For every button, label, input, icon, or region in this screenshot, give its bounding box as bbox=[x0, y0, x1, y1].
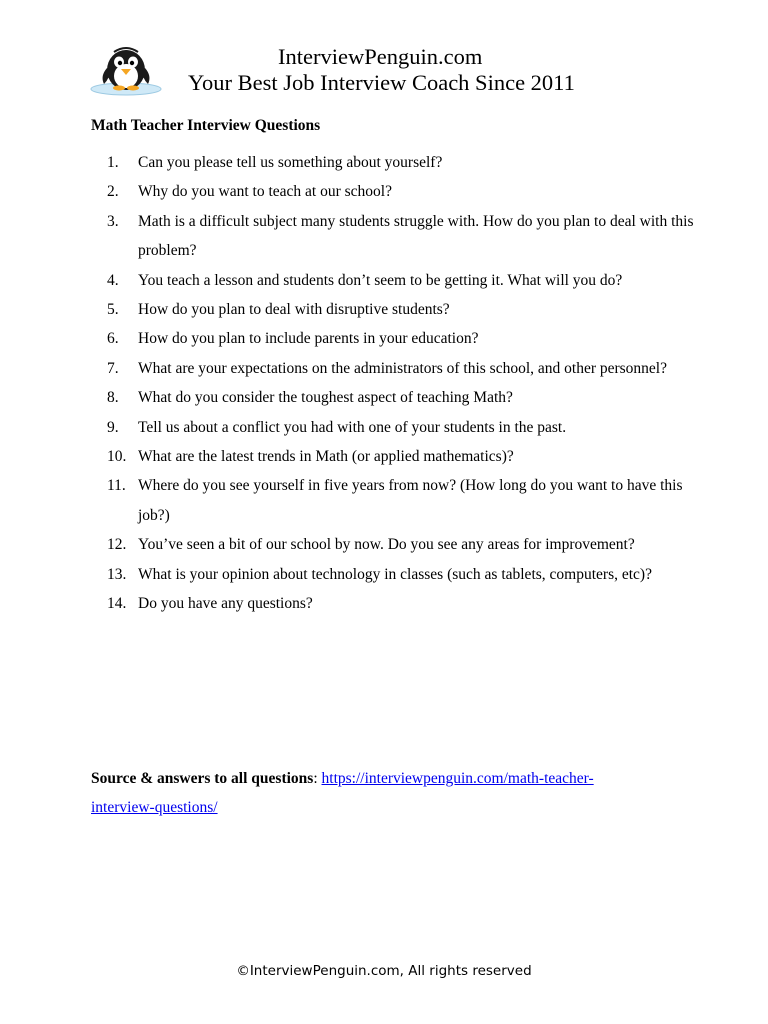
question-item bbox=[107, 589, 697, 618]
site-tagline: Your Best Job Interview Coach Since 2011 bbox=[188, 70, 575, 95]
question-number: 13. bbox=[107, 565, 127, 583]
question-number: 10. bbox=[107, 448, 127, 466]
question-text: Why do you want to teach at our school? bbox=[138, 183, 392, 201]
question-number: 11. bbox=[107, 477, 126, 495]
question-text: Tell us about a conflict you had with one of your students in the past. bbox=[138, 418, 567, 436]
question-text: What are the latest trends in Math (or applied mathematics)? bbox=[138, 448, 514, 466]
page-footer: ©InterviewPenguin.com, All rights reserved bbox=[236, 963, 532, 979]
question-item bbox=[107, 383, 697, 412]
question-number: 2. bbox=[107, 183, 119, 201]
question-number: 7. bbox=[107, 359, 119, 377]
source-label: Source & answers to all questions bbox=[91, 770, 314, 787]
question-text: Do you have any questions? bbox=[138, 595, 313, 613]
question-text: What do you consider the toughest aspect of teaching Math? bbox=[138, 389, 513, 407]
question-number: 14. bbox=[107, 595, 127, 613]
question-item bbox=[107, 442, 697, 471]
question-item bbox=[107, 148, 697, 177]
page-header bbox=[88, 40, 688, 104]
penguin-logo-icon bbox=[88, 40, 164, 96]
site-title bbox=[188, 44, 688, 96]
question-text: What is your opinion about technology in classes (such as tablets, computers, etc)? bbox=[138, 565, 652, 583]
question-item bbox=[107, 295, 697, 324]
question-item bbox=[107, 324, 697, 353]
question-item bbox=[107, 471, 697, 530]
question-number: 4. bbox=[107, 271, 119, 289]
question-number: 9. bbox=[107, 418, 119, 436]
question-item bbox=[107, 207, 697, 266]
question-text: What are your expectations on the administrators of this school, and other personnel? bbox=[138, 359, 667, 377]
question-text: You’ve seen a bit of our school by now. Do you see any areas for improvement? bbox=[138, 536, 635, 554]
question-item bbox=[107, 413, 697, 442]
question-item bbox=[107, 177, 697, 206]
question-number: 6. bbox=[107, 330, 119, 348]
question-text: Can you please tell us something about yourself? bbox=[138, 154, 443, 171]
question-number: 1. bbox=[107, 154, 119, 171]
question-item bbox=[107, 560, 697, 589]
question-item bbox=[107, 530, 697, 559]
question-text: Where do you see yourself in five years from now? (How long do you want to have this job?) bbox=[138, 477, 683, 524]
question-number: 12. bbox=[107, 536, 127, 554]
question-number: 5. bbox=[107, 301, 119, 319]
question-number: 3. bbox=[107, 212, 119, 230]
source-separator: : bbox=[313, 770, 322, 787]
source-line bbox=[91, 764, 651, 823]
question-number: 8. bbox=[107, 389, 119, 407]
question-item bbox=[107, 266, 697, 295]
question-text: Math is a difficult subject many students struggle with. How do you plan to deal with this problem? bbox=[138, 212, 694, 260]
source-link[interactable]: https://interviewpenguin.com/math-teacher-interview-questions/ bbox=[91, 770, 594, 817]
question-text: You teach a lesson and students don’t seem to be getting it. What will you do? bbox=[138, 271, 623, 289]
site-name: InterviewPenguin.com bbox=[278, 44, 483, 69]
question-text: How do you plan to include parents in your education? bbox=[138, 330, 479, 348]
questions-list bbox=[107, 148, 697, 619]
question-item bbox=[107, 354, 697, 383]
document-title: Math Teacher Interview Questions bbox=[91, 117, 321, 134]
question-text: How do you plan to deal with disruptive students? bbox=[138, 301, 450, 319]
